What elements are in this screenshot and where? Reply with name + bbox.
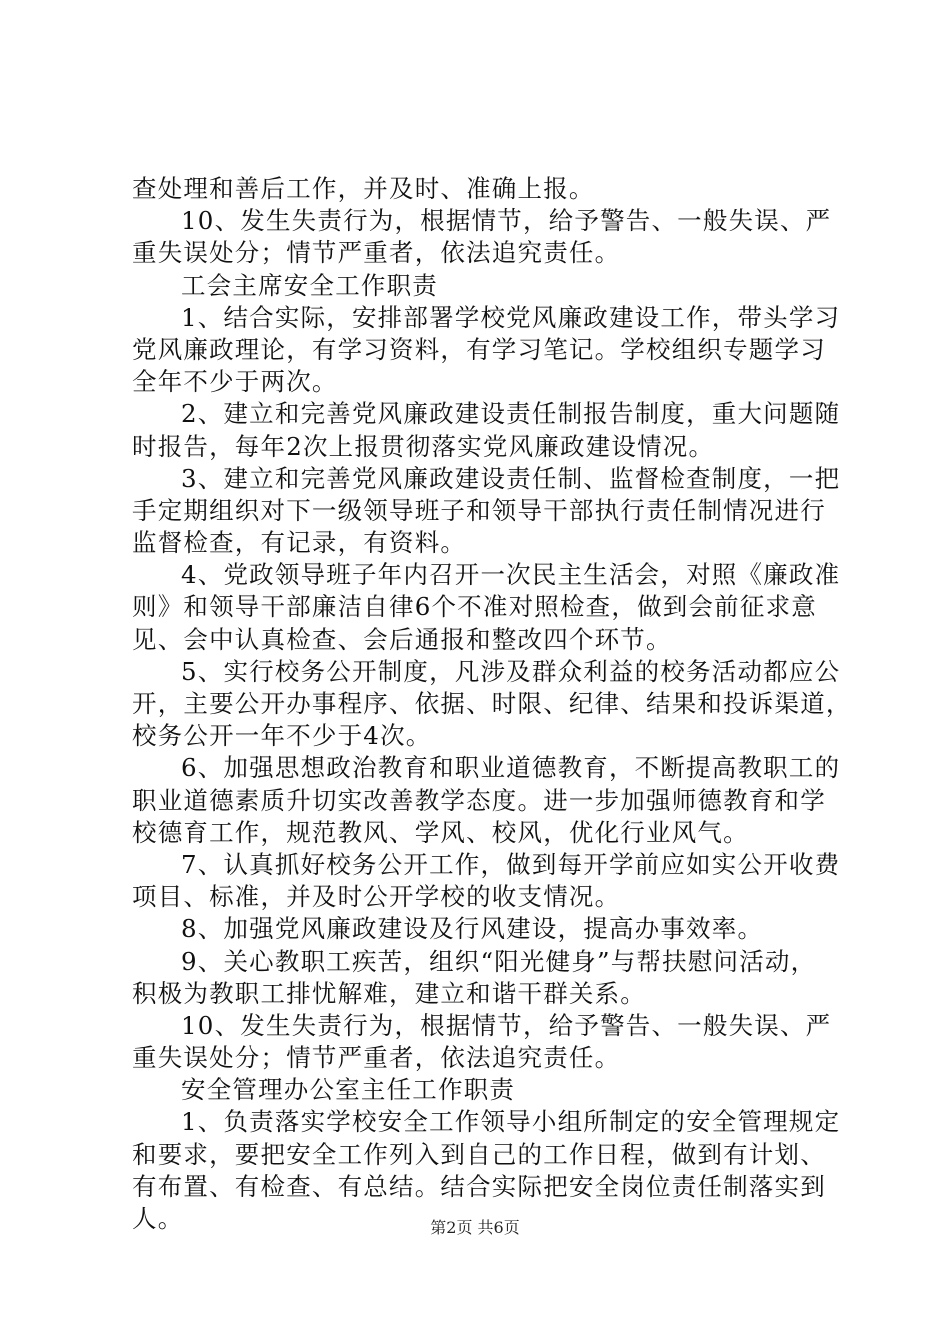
text-line: 校务公开一年不少于4次。: [132, 721, 432, 751]
text-line: 见、会中认真检查、会后通报和整改四个环节。: [132, 624, 672, 654]
text-line: 手定期组织对下一级领导班子和领导干部执行责任制情况进行: [132, 495, 826, 525]
section-heading: 安全管理办公室主任工作职责: [181, 1075, 516, 1105]
section-heading: 工会主席安全工作职责: [181, 270, 438, 300]
text-line: 2、建立和完善党风廉政建设责任制报告制度，重大问题随: [181, 399, 841, 429]
text-line: 党风廉政理论，有学习资料，有学习笔记。学校组织专题学习: [132, 334, 826, 364]
text-line: 重失误处分；情节严重者，依法追究责任。: [132, 1043, 621, 1073]
text-line: 监督检查，有记录，有资料。: [132, 528, 467, 558]
page-footer: 第2页 共6页: [430, 1218, 520, 1237]
text-line: 积极为教职工排忧解难，建立和谐干群关系。: [132, 978, 646, 1008]
text-line: 人。: [132, 1204, 184, 1233]
text-line: 10、发生失责行为，根据情节，给予警告、一般失误、严: [181, 206, 832, 236]
text-line: 1、负责落实学校安全工作领导小组所制定的安全管理规定: [181, 1107, 841, 1137]
text-line: 6、加强思想政治教育和职业道德教育，不断提高教职工的: [181, 753, 841, 783]
text-line: 全年不少于两次。: [132, 367, 338, 397]
text-line: 7、认真抓好校务公开工作，做到每开学前应如实公开收费: [181, 849, 841, 879]
text-line: 3、建立和完善党风廉政建设责任制、监督检查制度，一把: [181, 463, 841, 493]
text-line: 有布置、有检查、有总结。结合实际把安全岗位责任制落实到: [132, 1171, 826, 1201]
text-line: 1、结合实际，安排部署学校党风廉政建设工作，带头学习: [181, 302, 841, 332]
text-line: 9、关心教职工疾苦，组织“阳光健身”与帮扶慰问活动，: [181, 946, 817, 976]
text-line: 5、实行校务公开制度，凡涉及群众利益的校务活动都应公: [181, 656, 841, 686]
text-line: 查处理和善后工作，并及时、准确上报。: [132, 174, 595, 203]
text-line: 时报告，每年2次上报贯彻落实党风廉政建设情况。: [132, 431, 715, 461]
text-line: 职业道德素质升切实改善教学态度。进一步加强师德教育和学: [132, 785, 826, 815]
text-line: 8、加强党风廉政建设及行风建设，提高办事效率。: [181, 914, 764, 944]
text-line: 项目、标准，并及时公开学校的收支情况。: [132, 882, 621, 912]
text-line: 则》和领导干部廉洁自律6个不准对照检查，做到会前征求意: [132, 592, 817, 622]
text-line: 开，主要公开办事程序、依据、时限、纪律、结果和投诉渠道，: [132, 689, 852, 718]
text-line: 和要求，要把安全工作列入到自己的工作日程，做到有计划、: [132, 1139, 826, 1169]
text-line: 校德育工作，规范教风、学风、校风，优化行业风气。: [132, 817, 749, 847]
text-line: 4、党政领导班子年内召开一次民主生活会，对照《廉政准: [181, 560, 841, 590]
text-line: 10、发生失责行为，根据情节，给予警告、一般失误、严: [181, 1010, 832, 1040]
document-body: [132, 173, 852, 1235]
text-line: 重失误处分；情节严重者，依法追究责任。: [132, 238, 621, 268]
